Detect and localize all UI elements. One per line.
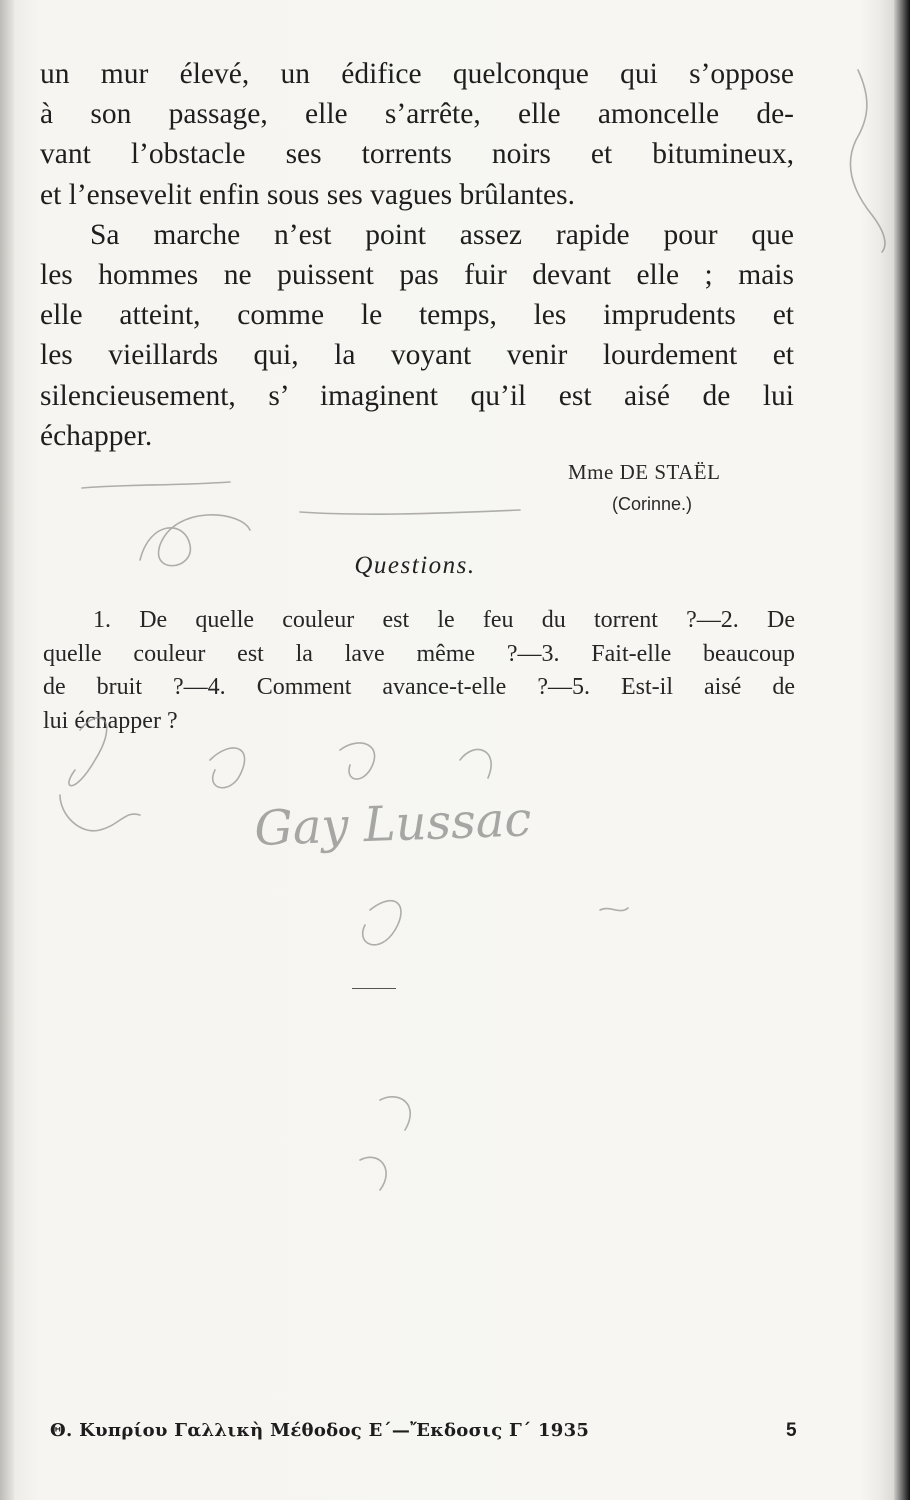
question-line: lui échapper ? xyxy=(43,707,178,734)
question-line: quelle couleur est la lave même ?—3. Fait-elle beaucoup xyxy=(43,640,795,667)
passage-line: elle atteint, comme le temps, les imprudents et xyxy=(40,299,794,332)
page-number: 5 xyxy=(786,1420,797,1441)
passage-line: à son passage, elle s’arrête, elle amoncelle de- xyxy=(40,98,794,131)
underline-mark xyxy=(82,482,230,488)
page-right-edge xyxy=(894,0,910,1500)
questions-heading: Questions. xyxy=(354,552,476,579)
scribble-mark xyxy=(460,750,491,778)
scribble-mark xyxy=(210,748,245,788)
scribble-mark xyxy=(380,1097,410,1130)
scribble-mark xyxy=(340,743,375,779)
underline-mark xyxy=(300,510,520,514)
passage-line: les hommes ne puissent pas fuir devant elle ; mais xyxy=(40,258,794,291)
passage-text xyxy=(40,54,794,456)
passage-line: un mur élevé, un édifice quelconque qui s’oppose xyxy=(40,58,794,90)
passage-line: et l’ensevelit enfin sous ses vagues brûlantes. xyxy=(40,178,575,211)
scribble-mark xyxy=(60,795,140,831)
passage-line: Sa marche n’est point assez rapide pour que xyxy=(90,218,794,251)
scribble-mark xyxy=(363,901,401,945)
author-attribution: Mme DE STAËL xyxy=(568,460,721,484)
work-title: (Corinne.) xyxy=(612,494,693,514)
passage-line: vant l’obstacle ses torrents noirs et bitumineux, xyxy=(40,138,794,171)
questions-text xyxy=(43,604,795,738)
margin-bracket-mark xyxy=(850,70,885,252)
section-rule xyxy=(352,988,396,989)
page-left-edge xyxy=(0,0,14,1500)
scribble-mark xyxy=(600,908,628,911)
passage-line: silencieusement, s’ imaginent qu’il est aisé de lui xyxy=(40,379,794,412)
passage-line: les vieillards qui, la voyant venir lourdement et xyxy=(40,339,794,372)
question-line: 1. De quelle couleur est le feu du torrent ?—2. De xyxy=(93,607,795,633)
scribble-mark xyxy=(360,1157,386,1190)
footer-citation: Θ. Κυπρίου Γαλλικὴ Μέθοδος Ε΄—Ἔκδοσις Γ΄ 1935 xyxy=(50,1420,590,1441)
question-line: de bruit ?—4. Comment avance-t-elle ?—5. Est-il aisé de xyxy=(43,674,795,700)
passage-line: échapper. xyxy=(40,419,153,452)
handwritten-annotation: Gay Lussac xyxy=(253,791,533,857)
